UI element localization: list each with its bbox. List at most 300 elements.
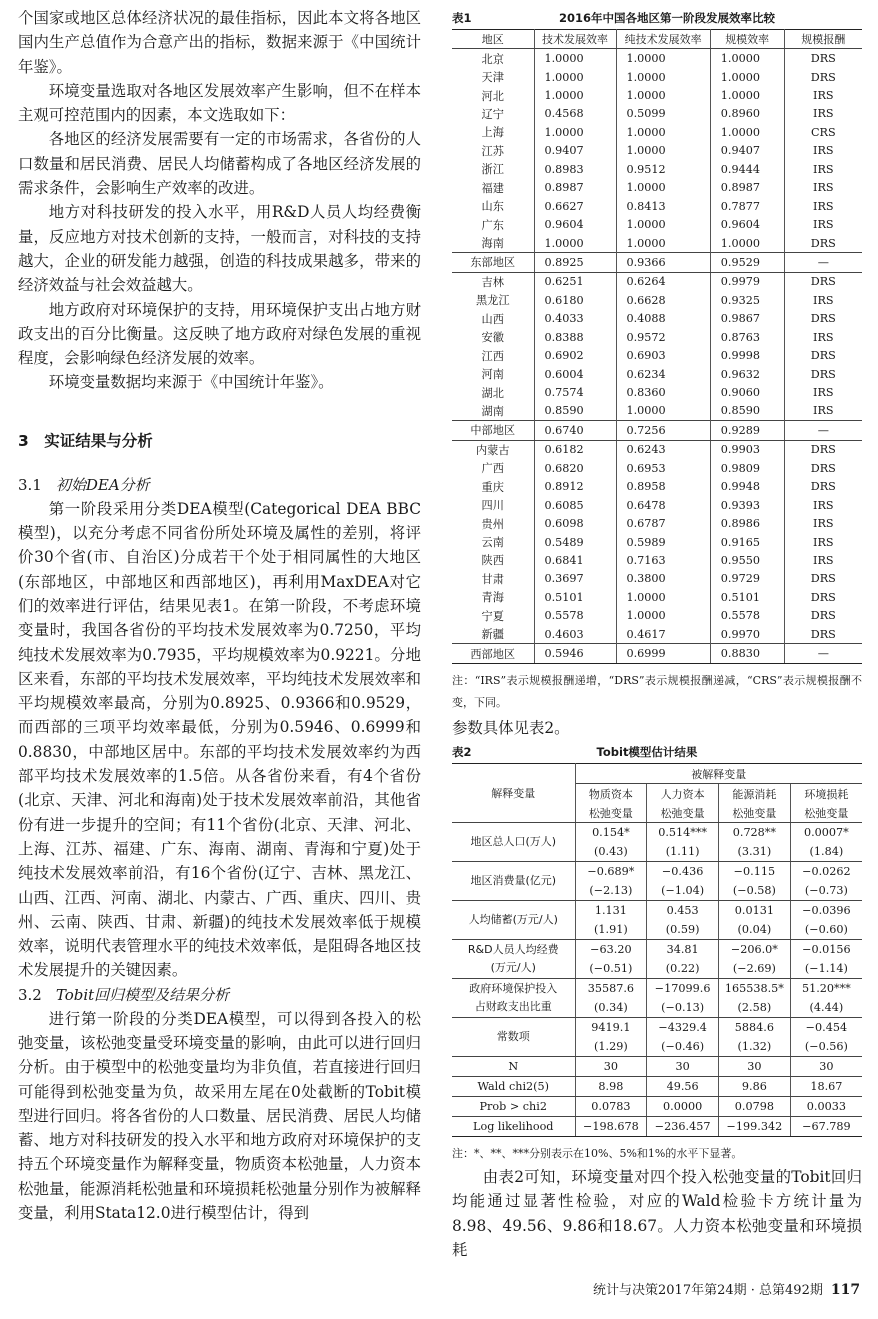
table2-row-label: Wald chi2(5) [452,1077,575,1097]
table1-cell: 0.6085 [534,496,616,514]
table2-row-label-text: 地区总人口(万人) [470,835,557,849]
table1 [452,29,862,664]
paragraph: 地方政府对环境保护的支持，用环境保护支出占地方财政支出的百分比衡量。这反映了地方政府对绿色发展的重视程度，会影响绿色经济发展的效率。 [18,300,421,368]
table1-cell: 内蒙古 [452,440,534,459]
table1-row [452,440,862,459]
table2-header-row [452,764,862,784]
table1-cell: 0.6264 [616,272,710,291]
table1-cell: DRS [810,443,836,457]
table2-row-label-text: (万元/人) [490,961,536,975]
table2-cell: (−1.04) [647,881,719,901]
table2-cell: 18.67 [790,1077,862,1097]
table2-cell: 0.514*** [647,823,719,843]
table2-cell: (1.84) [790,842,862,862]
table1-cell: 0.9550 [710,551,784,569]
table2-cell: (−0.73) [790,881,862,901]
table2-cell: (−0.46) [647,1037,719,1057]
table1-cell: 0.8987 [710,179,784,197]
table1-cell: 0.9970 [710,625,784,644]
table1-cell: DRS [810,609,836,623]
table1-cell: 广东 [452,215,534,233]
table2-coef-row [452,940,862,960]
table1-cell: IRS [813,404,834,418]
table1-cell: 1.0000 [616,123,710,141]
table1-cell: 0.6902 [534,346,616,364]
table1-cell: IRS [813,89,834,103]
table1-average-row [452,421,862,440]
table1-cell: 1.0000 [710,49,784,68]
table2-cell: (−0.60) [790,920,862,940]
table1-cell: 0.5578 [710,607,784,625]
table1-cell: 0.9903 [710,440,784,459]
table1-cell: DRS [810,312,836,326]
table1-cell: 0.4603 [534,625,616,644]
table1-cell: DRS [810,572,836,586]
right-column [452,6,862,1262]
table1-cell: 0.8983 [534,160,616,178]
table1-cell: 0.6953 [616,459,710,477]
table1-cell: 1.0000 [616,215,710,233]
table1-cell: 0.6180 [534,291,616,309]
table1-cell: 1.0000 [534,86,616,104]
table1-cell: 0.3697 [534,570,616,588]
table1-cell: 贵州 [452,514,534,532]
table2-cell: −17099.6 [647,979,719,999]
table1-cell: 1.0000 [710,68,784,86]
table1-cell: DRS [810,236,836,250]
table2-cell: −0.115 [719,862,791,882]
table1-cell: 1.0000 [616,402,710,421]
subsection-heading [18,473,421,497]
table1-row [452,160,862,178]
table1-cell: IRS [813,386,834,400]
table2-cell: (1.32) [719,1037,791,1057]
table1-cell: 0.6234 [616,365,710,383]
table2-cell: (−0.13) [647,998,719,1018]
table2-row-label-text: 常数项 [496,1030,530,1044]
table1-cell: 1.0000 [710,123,784,141]
table2-cell: (−0.51) [575,959,647,979]
table1-row [452,68,862,86]
table2-cell: 5884.6 [719,1018,791,1038]
table1-cell: 0.5489 [534,533,616,551]
table2-row-label [452,862,575,901]
table1-row [452,310,862,328]
subsection-heading [18,983,421,1007]
subsection-title: 初始DEA分析 [55,475,150,494]
table2-cell: 0.728** [719,823,791,843]
table1-cell: 0.5101 [710,588,784,606]
table2 [452,763,862,1137]
table2-cell: −206.0* [719,940,791,960]
table1-cell: 0.9604 [534,215,616,233]
table1-row [452,383,862,401]
table1-cell: 0.9632 [710,365,784,383]
table1-label: 表1 [452,11,472,25]
table1-title: 2016年中国各地区第一阶段发展效率比较 [558,11,775,25]
table2-stat-row [452,1117,862,1137]
table2-header-cell: 物质资本 [575,784,647,804]
table1-row [452,105,862,123]
table1-cell: 0.9407 [710,142,784,160]
table1-cell: DRS [810,480,836,494]
table1-header-cell: 技术发展效率 [534,30,616,49]
table2-cell: (0.34) [575,998,647,1018]
subsection-number: 3.1 [18,475,42,494]
table1-cell: 0.6182 [534,440,616,459]
table1-cell: DRS [810,349,836,363]
table1-cell: 河南 [452,365,534,383]
table1-row [452,272,862,291]
paragraph: 地方对科技研发的投入水平，用R&D人员人均经费衡量，反应地方对技术创新的支持，一般而言，对科技的支持越大，企业的研发能力越强，创造的科技成果越多，带来的经济效益与社会效益越大。 [18,203,421,295]
table1-cell: 0.8986 [710,514,784,532]
table2-cell: −0.0156 [802,943,851,957]
table1-row [452,551,862,569]
table1-cell: 1.0000 [534,68,616,86]
table1-cell: 0.5946 [534,644,616,663]
table1-cell: 0.6740 [534,421,616,440]
table1-cell: 0.6820 [534,459,616,477]
table1-cell: 1.0000 [616,68,710,86]
table1-cell: 0.6999 [616,644,710,663]
table1-cell: 1.0000 [534,49,616,68]
table2-cell: (0.04) [719,920,791,940]
table1-cell: 0.5101 [534,588,616,606]
table1-cell: 中部地区 [452,421,534,440]
paragraph: 进行第一阶段的分类DEA模型，可以得到各投入的松弛变量，该松弛变量受环境变量的影响，由此可以进行回归分析。由于模型中的松弛变量均为非负值，若直接进行回归可能得到松弛变量为负，故采用左尾在0处截断的Tobit模型进行回归。将各省份的人口数量、居民消费、居民人均储蓄、地方对科技研发的投入水平和地方政府对环境保护的支持五个环境变量作为解释变量，物质资本松弛量，人力资本松弛量，能源消耗松弛量和环境损耗松弛量分别作为被解释变量，利用Stata12.0进行模型估计，得到 [18,1009,421,1223]
table2-cell: 34.81 [647,940,719,960]
table1-cell: 0.6243 [616,440,710,459]
table1-cell: IRS [813,144,834,158]
table1-cell: 0.3800 [616,570,710,588]
table1-cell: 0.9325 [710,291,784,309]
table1-cell: 重庆 [452,478,534,496]
table2-cell: −0.454 [805,1021,848,1035]
table2-header-cell: 松弛变量 [719,803,791,823]
table2-header-cell: 能源消耗 [719,784,791,804]
table1-row [452,346,862,364]
table1-cell: IRS [813,535,834,549]
table2-cell: −198.678 [575,1117,647,1137]
table1-cell: — [784,644,862,663]
table1-cell: 1.0000 [616,588,710,606]
table1-cell: IRS [813,107,834,121]
table1-cell: 吉林 [452,272,534,291]
table2-cell: (3.31) [719,842,791,862]
table1-cell: DRS [810,367,836,381]
table2-cell: 1.131 [575,901,647,921]
table2-cell: (0.59) [647,920,719,940]
table2-header-cell: 解释变量 [452,764,575,823]
table1-row [452,570,862,588]
subsection-title: Tobit回归模型及结果分析 [55,985,230,1004]
table1-cell: 0.8830 [710,644,784,663]
table2-cell: 8.98 [575,1077,647,1097]
table1-cell: 0.6098 [534,514,616,532]
table2-row-label: Prob > chi2 [452,1097,575,1117]
table1-cell: 青海 [452,588,534,606]
table2-cell: (−1.14) [790,959,862,979]
table1-cell: 江苏 [452,142,534,160]
table2-cell: 35587.6 [575,979,647,999]
table1-cell: 0.5989 [616,533,710,551]
table1-row [452,533,862,551]
table1-row [452,197,862,215]
table1-cell: IRS [813,517,834,531]
table2-stat-row [452,1097,862,1117]
table2-title: Tobit模型估计结果 [596,745,698,760]
table1-cell: 0.9407 [534,142,616,160]
table1-cell: 新疆 [452,625,534,644]
table1-cell: 0.6627 [534,197,616,215]
table2-cell: −236.457 [647,1117,719,1137]
table2-cell: 0.0798 [719,1097,791,1117]
table2-label: 表2 [452,745,472,760]
table1-cell: 1.0000 [710,86,784,104]
table1-cell: 0.4568 [534,105,616,123]
table2-cell: (−2.69) [719,959,791,979]
table1-row [452,459,862,477]
table2-cell: 51.20*** [801,982,851,996]
table2-row-label [452,940,575,979]
table1-cell: 0.8360 [616,383,710,401]
table1-cell: 0.7877 [710,197,784,215]
table1-row [452,328,862,346]
table1-cell: 0.9604 [710,215,784,233]
table1-cell: 0.8590 [710,402,784,421]
table1-cell: 0.8960 [710,105,784,123]
table2-cell: 0.0007* [804,826,849,840]
table1-cell: 山东 [452,197,534,215]
table1-cell: CRS [810,125,836,139]
table1-cell: 安徽 [452,328,534,346]
table1-row [452,402,862,421]
table1-cell: 0.5099 [616,105,710,123]
table2-cell: −4329.4 [647,1018,719,1038]
table1-cell: 0.7574 [534,383,616,401]
table1-cell: 0.9948 [710,478,784,496]
table2-row-label-text: 地区消费量(亿元) [470,874,557,888]
table2-cell: 49.56 [647,1077,719,1097]
table2-header-cell: 人力资本 [647,784,719,804]
table1-cell: 湖南 [452,402,534,421]
table2-header-cell: 被解释变量 [575,764,862,784]
table1-cell: 西部地区 [452,644,534,663]
table1-row [452,588,862,606]
table1-cell: DRS [810,70,836,84]
table2-stat-row [452,1057,862,1077]
table1-average-row [452,253,862,272]
table2-cell: 0.154* [575,823,647,843]
table1-cell: 0.8912 [534,478,616,496]
table1-cell: 0.8925 [534,253,616,272]
table1-cell: 0.9729 [710,570,784,588]
table2-header-cell: 松弛变量 [647,803,719,823]
table1-cell: 0.8958 [616,478,710,496]
table2-cell: −0.436 [647,862,719,882]
paragraph: 环境变量数据均来源于《中国统计年鉴》。 [48,373,334,392]
table2-coef-row [452,1018,862,1038]
table1-header-cell: 规模效率 [710,30,784,49]
table1-cell: 1.0000 [616,179,710,197]
table2-cell: 9419.1 [575,1018,647,1038]
table1-cell: 海南 [452,234,534,253]
table1-cell: 0.9366 [616,253,710,272]
table1-cell: 0.9289 [710,421,784,440]
table2-cell: −0.689* [575,862,647,882]
table1-cell: 0.9867 [710,310,784,328]
table2-coef-row [452,823,862,843]
table2-coef-row [452,979,862,999]
table2-cell: −67.789 [790,1117,862,1137]
table2-cell: −0.0262 [802,865,851,879]
page-footer [593,1279,860,1298]
table2-cell: −199.342 [719,1117,791,1137]
table1-row [452,478,862,496]
paragraph: 个国家或地区总体经济状况的最佳指标，因此本文将各地区国内生产总值作为合意产出的指标，数据来源于《中国统计年鉴》。 [18,9,421,76]
table1-cell: DRS [810,275,836,289]
table2-cell: 0.0000 [647,1097,719,1117]
table2-row-label-text: 占财政支出比重 [474,1000,552,1014]
table2-row-label-text: 人均储蓄(万元/人) [468,913,558,927]
table2-cell: 165538.5* [719,979,791,999]
table1-cell: 0.9165 [710,533,784,551]
table1-average-row [452,644,862,663]
table1-cell: 0.9979 [710,272,784,291]
table1-note: 注：“IRS”表示规模报酬递增，“DRS”表示规模报酬递减，“CRS”表示规模报酬不变，下同。 [452,673,862,709]
table1-cell: 1.0000 [616,49,710,68]
paragraph: 由表2可知，环境变量对四个投入松弛变量的Tobit回归均能通过显著性检验，对应的Wald检验卡方统计量为8.98、49.56、9.86和18.67。人力资本松弛变量和环境损耗 [452,1168,862,1260]
table1-row [452,496,862,514]
table1-cell: 1.0000 [534,123,616,141]
table1-header-cell: 地区 [452,30,534,49]
table1-row [452,234,862,253]
table2-cell: 0.0783 [575,1097,647,1117]
table1-cell: IRS [813,293,834,307]
paragraph: 环境变量选取对各地区发展效率产生影响，但不在样本主观可控范围内的因素，本文选取如下： [18,81,421,125]
table2-row-label [452,979,575,1018]
table1-row [452,49,862,68]
table1-row [452,215,862,233]
journal-info: 统计与决策2017年第24期 · 总第492期 [593,1283,823,1298]
paragraph: 第一阶段采用分类DEA模型(Categorical DEA BBC模型)，以充分考虑不同省份所处环境及属性的差别，将评价30个省(市、自治区)分成若干个处于相同属性的大地区(东部地区，中部地区和西部地区)，再利用MaxDEA对它们的效率进行评估，结果见表1。在第一阶段，不考虑环境变量时，我国各省份的平均技术发展效率为0.7250，平均纯技术发展效率为0.7935，平均规模效率为0.9221。分地区来看，东部的平均技术发展效率，平均纯技术发展效率和平均规模效率最高，分别为0.8925、0.9366和0.9529，而西部的三项平均效率最低，分别为0.5946、0.6999和0.8830，中部地区居中。东部的平均技术发展效率约为西部平均技术发展效率的1.5倍。从各省份来看，有4个省份(北京、天津、河北和海南)处于技术发展效率前沿，其他省份有进一步提升的空间；有11个省份(北京、天津、河北、上海、江苏、福建、广东、海南、湖南、青海和宁夏)处于纯技术发展效率前沿，有16个省份(辽宁、吉林、黑龙江、山西、江西、河南、湖北、内蒙古、广西、重庆、四川、贵州、云南、陕西、甘肃、新疆)的纯技术发展效率低于规模效率，说明代表管理水平的纯技术效率低，是阻碍各地区技术发展提升的关键因素。 [18,499,421,980]
table2-cell: (2.58) [719,998,791,1018]
table1-cell: DRS [810,52,836,66]
table2-cell: 30 [647,1057,719,1077]
table1-cell: 0.9512 [616,160,710,178]
table2-cell: 0.453 [647,901,719,921]
table1-cell: 0.8413 [616,197,710,215]
table1-cell: 天津 [452,68,534,86]
table1-cell: 四川 [452,496,534,514]
table1-cell: 0.4088 [616,310,710,328]
table1-caption [452,10,862,26]
table2-row-label-text: R&D人员人均经费 [467,943,559,957]
table1-cell: 福建 [452,179,534,197]
table1-header-cell: 规模报酬 [784,30,862,49]
table1-cell: 0.8987 [534,179,616,197]
table2-cell: (−0.56) [790,1037,862,1057]
table1-cell: 0.9809 [710,459,784,477]
table2-cell: (−0.58) [719,881,791,901]
table1-cell: 宁夏 [452,607,534,625]
table1-cell: IRS [813,162,834,176]
table1-cell: 1.0000 [616,234,710,253]
table2-cell: (1.29) [575,1037,647,1057]
table2-row-label: N [452,1057,575,1077]
table1-cell: 0.4033 [534,310,616,328]
table1-cell: 浙江 [452,160,534,178]
paragraph: 参数具体见表2。 [452,718,570,737]
table1-row [452,607,862,625]
table2-stat-row [452,1077,862,1097]
table1-cell: IRS [813,330,834,344]
table1-row [452,142,862,160]
table1-cell: 0.9444 [710,160,784,178]
table1-cell: 0.9393 [710,496,784,514]
table1-cell: 0.9572 [616,328,710,346]
table2-header-cell: 松弛变量 [575,803,647,823]
table2-cell: 0.0131 [719,901,791,921]
table2-cell: (1.11) [647,842,719,862]
table2-cell: 9.86 [719,1077,791,1097]
table1-cell: 江西 [452,346,534,364]
table1-cell: 0.6787 [616,514,710,532]
table1-cell: 陕西 [452,551,534,569]
table1-cell: 辽宁 [452,105,534,123]
table2-cell: 30 [719,1057,791,1077]
table1-cell: 0.9998 [710,346,784,364]
table1-cell: 湖北 [452,383,534,401]
table2-header-cell: 松弛变量 [790,803,862,823]
table2-cell: (0.22) [647,959,719,979]
table2-cell: −63.20 [575,940,647,960]
page-number: 117 [830,1282,861,1298]
table1-row [452,625,862,644]
table2-coef-row [452,862,862,882]
table1-cell: 北京 [452,49,534,68]
table1-cell: 1.0000 [616,86,710,104]
table2-row-label [452,901,575,940]
table1-cell: DRS [810,461,836,475]
table2-cell: (4.44) [790,998,862,1018]
table1-row [452,123,862,141]
table1-cell: 0.6478 [616,496,710,514]
table1-cell: 1.0000 [710,234,784,253]
table2-row-label-text: 政府环境保护投入 [469,982,558,996]
table1-cell: IRS [813,498,834,512]
table1-cell: DRS [810,590,836,604]
table1-cell: 0.6251 [534,272,616,291]
table1-cell: 1.0000 [616,142,710,160]
table1-row [452,86,862,104]
table1-cell: 0.6004 [534,365,616,383]
table1-cell: IRS [813,553,834,567]
table1-cell: 0.6841 [534,551,616,569]
table2-cell: (0.43) [575,842,647,862]
left-column [18,6,421,1225]
table2-caption [452,744,862,760]
table2-header-cell: 环境损耗 [804,787,849,801]
paragraph: 各地区的经济发展需要有一定的市场需求，各省份的人口数量和居民消费、居民人均储蓄构成了各地区经济发展的需求条件，会影响生产效率的改进。 [18,130,421,198]
table1-cell: 0.8388 [534,328,616,346]
table1-cell: 山西 [452,310,534,328]
table2-coef-row [452,901,862,921]
table1-cell: — [784,421,862,440]
table1-cell: 0.7256 [616,421,710,440]
table2-note: 注：*、**、***分别表示在10%、5%和1%的水平下显著。 [452,1147,743,1161]
table1-cell: 0.9529 [710,253,784,272]
